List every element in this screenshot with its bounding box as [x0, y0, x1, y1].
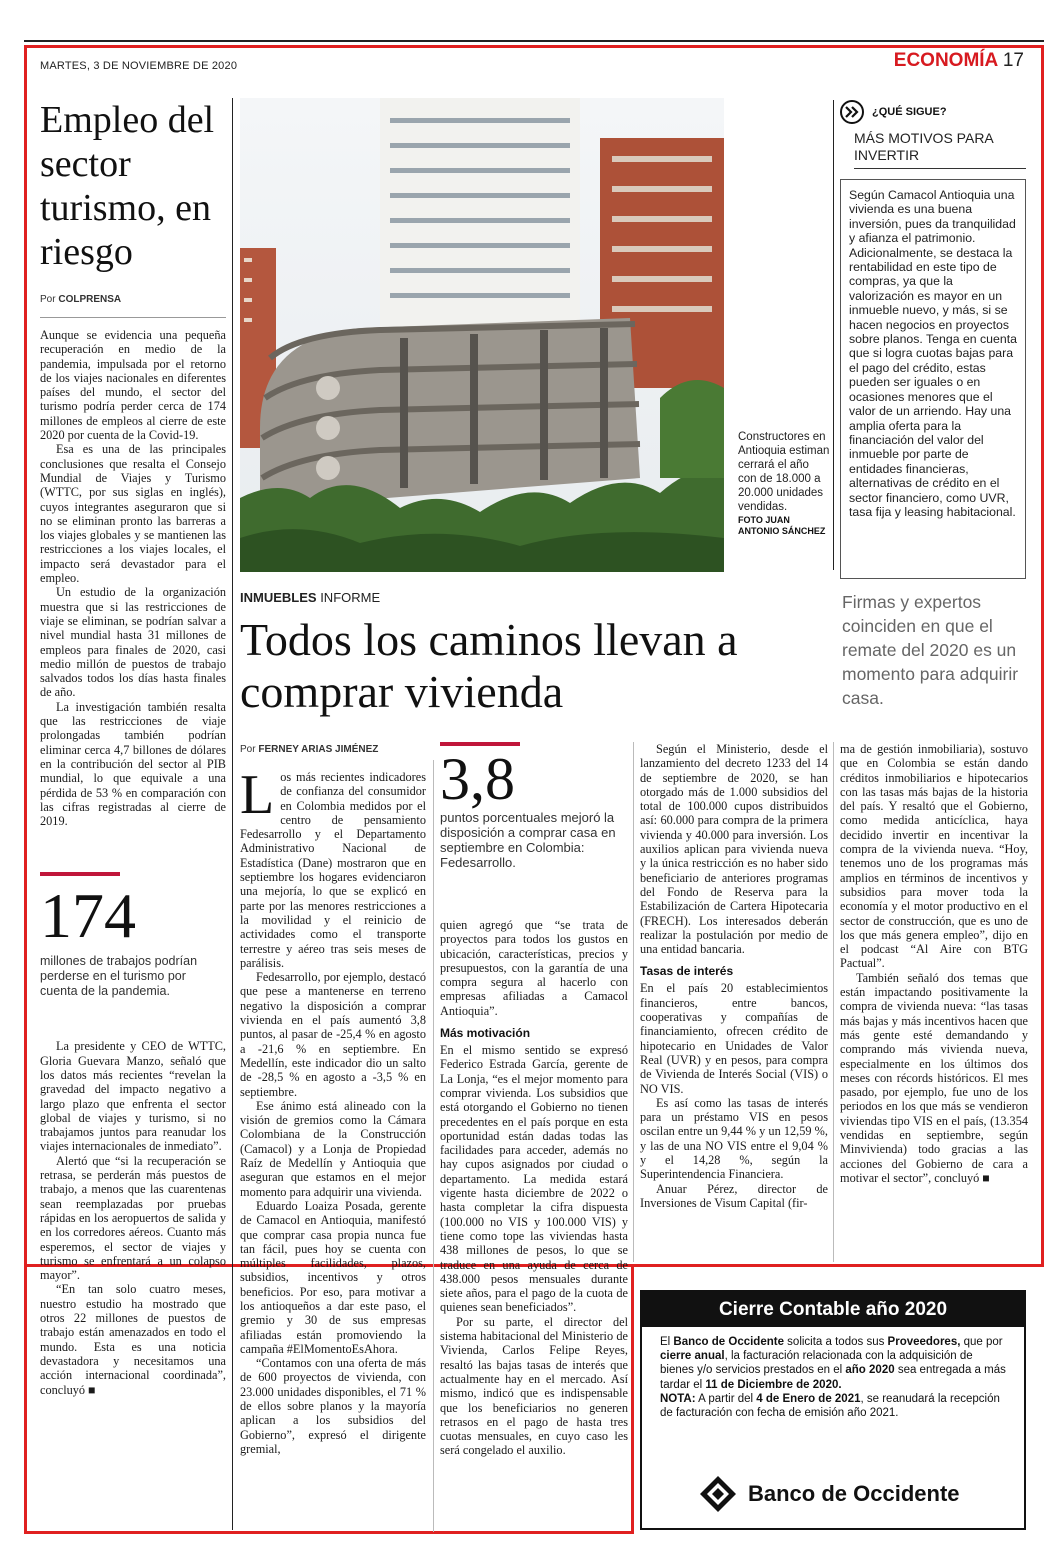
paragraph: Fedesarrollo, por ejemplo, destacó que pese a mantenerse en terreno negativo la disposición a comprar vivienda en el país aumentó 3,8 puntos, al pasar de -25,4 % en agosto a -21,6 % en septiembre. En Medellín, este indicador dio un salto de -28,5 % en agosto a -3,5 % en septiembre. [240, 970, 426, 1099]
ad-note: NOTA: A partir del 4 de Enero de 2021, se reanudará la recepción de facturación con fecha de emisión año 2021. [660, 1392, 1000, 1420]
main-article-column-2 [440, 918, 628, 1458]
paragraph: Según el Ministerio, desde el lanzamiento del decreto 1233 del 14 de septiembre de 2020, se han otorgado más de 1.000 subsidios del total de 100.000 cupos distribuidos así: 60.000 para compra de la primera vivienda y 40.000 para inversión. Los auxilios aplican para vivienda nueva y la única restricción es no haber sido beneficiario de anteriores programas del Fondo de Reserva para la Estabilización de Cartera Hipotecaria (FRECH). Los interesados deberán realizar la postulación por medio de una entidad bancaria. [640, 742, 828, 957]
paragraph: Ese ánimo está alineado con la visión de gremios como la Cámara Colombiana de la Construcción (Camacol) y a Lonja de Propiedad Raíz de Medellín y Antioquia que aseguran que estamos en el mejor momento para adquirir una vivienda. [240, 1098, 426, 1199]
paragraph: La presidente y CEO de WTTC, Gloria Guevara Manzo, señaló que los datos más recientes “revelan la gravedad del impacto negativo a largo plazo que enfrenta el sector global de viajes y turismo, si no trabajamos juntos para reanudar los viajes internacionales de inmediato”. [40, 1039, 226, 1154]
ad-text: El Banco de Occidente solicita a todos sus Proveedores, que por cierre anual, la facturación relacionada con la adquisición de bienes y/o servicios prestados en el año 2020 sea entregada a más tardar el 11 de Diciembre de 2020. [660, 1336, 1006, 1391]
paragraph: Un estudio de la organización muestra que si las restricciones de viaje se eliminan, se podrían salvar a nivel mundial hasta 31 millones de empleos para finales de 2020, casi medio millón de puestos de trabajo salvados todos los días hasta finales de año. [40, 585, 226, 700]
ad-title: Cierre Contable año 2020 [642, 1292, 1024, 1327]
subhead: Más motivación [440, 1026, 531, 1041]
what-next-label: ¿QUÉ SIGUE? [872, 106, 947, 118]
column-rule [833, 100, 834, 570]
pull-quote: Firmas y expertos coinciden en que el remate del 2020 es un momento para adquirir casa. [842, 592, 1019, 708]
sidebar-text: Según Camacol Antioquia una vivienda es una buena inversión, pues da tranquilidad y afianza el patrimonio. Adicionalmente, se destaca la rentabilidad en este tipo de compras, ya que la valorización es mayor en un inmueble nuevo, y más, si se hacen negocios en proyectos sobre planos. Tenga en cuenta que si logra cuotas bajas para el pago del crédito, estas pueden ser iguales o en ocasiones menores que el valor de un arriendo. Hay una amplia oferta para la financiación del valor del inmueble por parte de entidades financieras, alternativas de crédito en el sector financiero, como UVR, tasa fija y leasing habitacional. [849, 188, 1017, 519]
article-kicker: INMUEBLES INFORME [240, 590, 381, 605]
paragraph: La investigación también resalta que las restricciones de viaje prolongadas también podrían eliminar cerca 4,7 billones de dólares en la contribución del sector al PIB mundial, lo que equivale a una pérdida de 53 % en comparación con las cifras registradas al cierre de 2019. [40, 699, 226, 829]
sidebar-title: MÁS MOTIVOS PARA INVERTIR [854, 130, 1026, 169]
left-article-byline: Por COLPRENSA [40, 294, 122, 305]
section-header [894, 50, 1024, 72]
top-rule [24, 40, 1044, 42]
bank-logo [698, 1474, 960, 1514]
paragraph: Anuar Pérez, director de Inversiones de Visum Capital (fir- [640, 1181, 828, 1210]
paragraph: Por su parte, el director del sistema habitacional del Ministerio de Vivienda, Carlos Felipe Reyes, resaltó las bajas tasas de interés que actualmente hay en el mercado. Así mismo, indicó que es indispensable que los beneficiarios no generen retrasos en el pago de hasta tres cuotas mensuales, en cuyo caso les será congelado el auxilio. [440, 1314, 628, 1458]
column-rule [232, 98, 233, 1530]
section-name: ECONOMÍA [893, 50, 998, 71]
stat-caption: millones de trabajos podrían perderse en el turismo por cuenta de la pandemia. [40, 954, 198, 999]
paragraph: Alertó que “si la recuperación se retrasa, se perderán más puestos de trabajo, a menos que las cuarentenas sean reemplazadas por pruebas rápidas en los aeropuertos de salida y en los corredores aéreos. Cuanto más esperemos, el sector de viajes y turismo se enfrentará a un colapso mayor”. [40, 1153, 226, 1283]
what-next-header [840, 100, 1026, 124]
stat-value: 3,8 [440, 746, 515, 812]
paragraph: “En tan solo cuatro meses, nuestro estudio ha mostrado que otros 22 millones de puestos de trabajo están amenazados en todo el mundo. Esta es una noticia devastadora y necesitamos una acción internacional coordinada”, concluyó ■ [40, 1282, 226, 1397]
left-article-title: Empleo del sector turismo, en riesgo [40, 99, 215, 273]
main-headline: Todos los caminos llevan a comprar vivienda [240, 614, 738, 717]
paragraph: Esa es una de las principales conclusiones que resalta el Consejo Mundial de Viajes y Turismo (WTTC, por sus siglas en inglés), cuyos integrantes aseguraron que si no se eliminan pronto las barreras a los viajes globales y se mantienen las restricciones a los viajes locales, el impacto será devastador para el empleo. [40, 442, 226, 586]
what-next-sidebar [840, 100, 1026, 579]
edition-date: MARTES, 3 DE NOVIEMBRE DE 2020 [40, 60, 238, 72]
main-article-column-3 [640, 742, 828, 1210]
paragraph: También señaló dos temas que están impactando positivamente la compra de vivienda nueva: “las tasas más bajas y más incentivos hacen que más gente esté demandando y comprando más vivienda nueva, especialmente en los últimos dos meses con récords históricos. El mes pasado, por ejemplo, fue uno de los periodos en los que más se vendieron viviendas tipo VIS en el país, (13.354 vendidas en septiembre, según Minvivienda) todo gracias a las acciones del Gobierno de cara a motivar el sector”, concluyó ■ [840, 970, 1028, 1185]
photo-credit: FOTO JUAN ANTONIO SÁNCHEZ [738, 515, 826, 536]
accent-bar [40, 872, 120, 876]
column-rule [833, 742, 834, 1262]
buildings-photo [240, 98, 724, 572]
subhead: Tasas de interés [640, 964, 734, 979]
page-number: 17 [1002, 50, 1024, 71]
column-rule [633, 742, 634, 1262]
column-rule [433, 760, 434, 1532]
paragraph: quien agregó que “se trata de proyectos para todos los gustos en ubicación, características, precios y presupuestos, con la garantía de una compra segura al hacerlo con empresas afiliadas a Camacol Antioquia”. [440, 918, 628, 1018]
main-article-column-4 [840, 742, 1028, 1185]
left-article [40, 98, 226, 1397]
construction-photo-illustration [240, 98, 724, 572]
stat-value: 174 [40, 880, 136, 952]
paragraph: En el mismo sentido se expresó Federico Estrada García, gerente de La Lonja, “es el mejor momento para comprar vivienda. Los subsidios que está otorgando el Gobierno no tienen precedentes en el país porque en esta oportunidad están dadas todas las facilidades para acceder, además no hay cupos asignados por ciudad o departamento. La medida estará vigente hasta diciembre de 2022 o hasta completar la cifra dispuesta (100.000 no VIS y 100.000 VIS) y tiene como tope las viviendas hasta 438 millones de pesos, lo que se traduce en una ayuda de cerca de 438.000 pesos mensuales durante siete años, para el pago de la cuota de quienes sean beneficiados”. [440, 1043, 628, 1315]
main-article-column-1 [240, 764, 426, 1456]
paragraph: Es así como las tasas de interés para un préstamo VIS en pesos oscilan entre un 9,44 % y un 12,59 %, y las de una NO VIS entre el 9,04 % y el 14,28 %, según la Superintendencia Financiera. [640, 1095, 828, 1182]
drop-cap: L [240, 764, 275, 826]
bank-logo-icon [698, 1474, 738, 1514]
paragraph: En el país 20 establecimientos financieros, entre bancos, cooperativas y compañías de financiamiento, ofrecen crédito de hipotecario en Unidades de Valor Real (UVR) y en pesos, para compra de Vivienda de Interés Social (VIS) o NO VIS. [640, 981, 828, 1096]
paragraph: Eduardo Loaiza Posada, gerente de Camacol en Antioquia, manifestó que comprar casa propia nunca fue tan fácil, pues hoy se cuenta con múltiples facilidades, plazos, subsidios, incentivos y otros beneficios. Por eso, para motivar a los antioqueños a dar este paso, el gremio y 30 de sus empresas afiliadas están promoviendo la campaña #ElMomentoEsAhora. [240, 1198, 426, 1356]
ad-body [642, 1327, 1024, 1420]
bank-advertisement [640, 1290, 1026, 1530]
bank-name: Banco de Occidente [748, 1481, 960, 1506]
left-article-body-continued [40, 1039, 226, 1396]
sidebar-box [840, 179, 1026, 579]
divider [40, 317, 226, 318]
paragraph: ma de gestión inmobiliaria), sostuvo que en Colombia se están dando créditos inmobiliarios e hipotecarios con las tasas más bajas de la historia del país. Y resaltó que el Gobierno, como medida anticíclica, haya decidido invertir en incentivar la compra de la vivienda nueva. “Hoy, tenemos uno de los programas más amplios en términos de incentivos y subsidios para mover toda la economía y el motor productivo en el sector de construcción, que es uno de los que más genera empleo”, dijo en el podcast “Al Aire con BTG Pactual”. [840, 742, 1028, 971]
paragraph: Los más recientes indicadores de confianza del consumidor en Colombia medidos por el centro de pensamiento Fedesarrollo y el Departamento Administrativo Nacional de Estadística (Dane) mostraron que en septiembre los hogares evidenciaron una mejoría, lo que se explicó en parte por las menores restricciones a la movilidad y el reinicio de actividades como el transporte terrestre y aéreo tras seis meses de parálisis. [240, 764, 426, 970]
paragraph: Aunque se evidencia una pequeña recuperación en medio de la pandemia, impulsada por el retorno de los viajes nacionales en diferentes países del mundo, el sector del turismo podría perder cerca de 174 millones de empleos al cierre de este 2020 por cuenta de la Covid-19. [40, 328, 226, 443]
photo-caption: Constructores en Antioquia estiman cerrará el año con de 18.000 a 20.000 unidades vendidas. FOTO JUAN ANTONIO SÁNCHEZ [738, 431, 830, 536]
main-article-byline: Por FERNEY ARIAS JIMÉNEZ [240, 744, 379, 755]
main-stat [440, 742, 628, 870]
double-chevron-icon [840, 100, 864, 124]
paragraph: “Contamos con una oferta de más de 600 proyectos de vivienda, con 23.000 unidades disponibles, el 71 % de ellos sobre planos y la mayoría aplican a los subsidios del Gobierno”, expresó el dirigente gremial, [240, 1356, 426, 1456]
left-article-body [40, 328, 226, 828]
stat-caption: puntos porcentuales mejoró la disposición a comprar casa en septiembre en Colombia: Fedesarrollo. [440, 810, 616, 870]
